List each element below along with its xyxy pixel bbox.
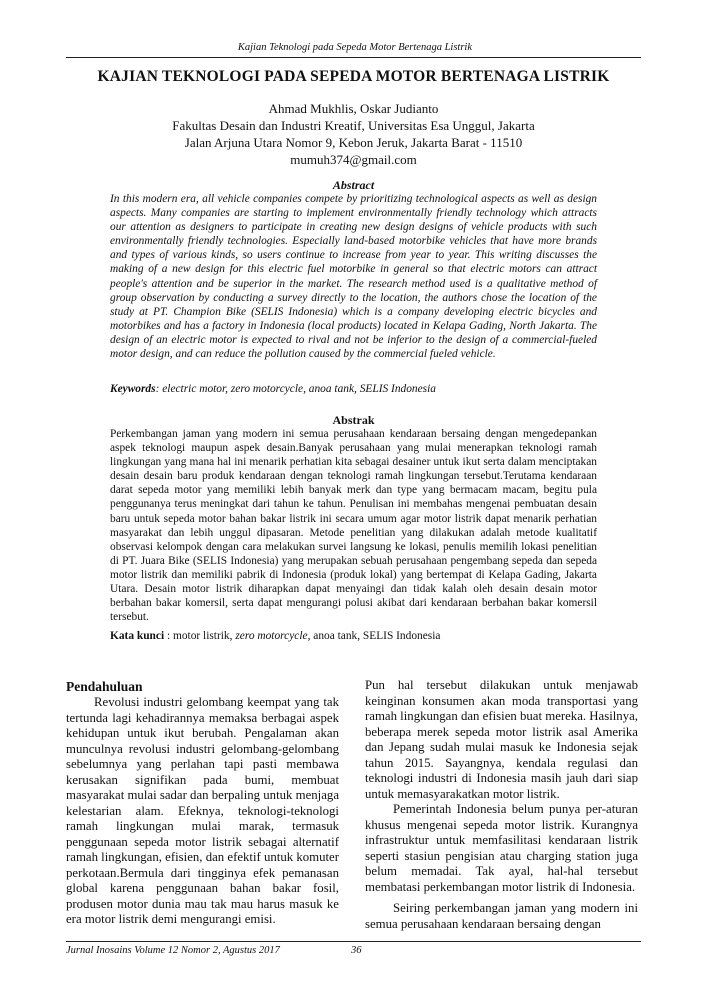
journal-info: Jurnal Inosains Volume 12 Nomor 2, Agustus 2017 (66, 945, 280, 956)
body-column-right (365, 678, 638, 932)
keywords-id-part-2: zero motorcycle (235, 630, 308, 642)
author-affiliation: Fakultas Desain dan Industri Kreatif, Universitas Esa Unggul, Jakarta (172, 118, 535, 133)
keywords-en-label: Keywords (110, 383, 156, 395)
author-names: Ahmad Mukhlis, Oskar Judianto (268, 101, 439, 116)
page-footer (66, 945, 641, 956)
header-rule (66, 57, 641, 58)
keywords-en (110, 383, 597, 395)
author-email: mumuh374@gmail.com (290, 152, 417, 167)
abstract-id-heading: Abstrak (332, 413, 375, 427)
page-number: 36 (351, 945, 362, 956)
keywords-id-part-1: : motor listrik, (164, 630, 236, 642)
body-paragraph: Revolusi industri gelombang keempat yang tak tertunda lagi kehadirannya memaksa berbagai aspek kehidupan untuk ikut berubah. Pengalaman akan munculnya revolusi industri gelombang-gelombang sebelumnya yang perlahan tapi pasti membawa kerusakan signifikan pada bumi, membuat masyarakat mulai sadar dan berpaling untuk menjaga kelestarian alam. Efeknya, teknologi-teknologi ramah lingkungan mulai marak, termasuk penggunaan sepeda motor listrik sebagai alternatif ramah lingkungan, efisien, dan efektif untuk komuter perkotaan.Bermula dari tingginya efek pemanasan global karena penggunaan bahan bakar fosil, produsen motor dunia mau tak mau harus masuk ke era motor listrik demi mengurangi emisi. (66, 695, 339, 926)
author-address: Jalan Arjuna Utara Nomor 9, Kebon Jeruk, Jakarta Barat - 11510 (184, 135, 523, 150)
footer-rule (66, 941, 641, 942)
body-paragraph: Pemerintah Indonesia belum punya per-aturan khusus mengenai sepeda motor listrik. Kurangnya infrastruktur untuk memfasilitasi kendaraan listrik seperti stasiun pengisian atau charging station juga belum memadai. Tak ayal, hal-hal tersebut membatasi perkembangan motor listrik di Indonesia. (365, 802, 638, 894)
abstract-id-text: Perkembangan jaman yang modern ini semua perusahaan kendaraan bersaing dengan mengedepankan aspek teknologi maupun aspek desain.Banyak perusahaan yang mulai menerapkan teknologi ramah lingkungan yang mana hal ini menarik perhatian kita sebagai desainer untuk ikut serta dalam menciptakan desain desain baru produk kendaraan dengan teknologi ramah lingkungan tersebut.Terutama kendaraan darat sepeda motor yang memiliki lebih banyak merk dan type yang bermacam macam, begitu pula penggunanya terus meningkat dari tahun ke tahun. Penulisan ini membahas mengenai pembuatan desain baru untuk sepeda motor bahan bakar listrik ini secara umum agar motor listrik dapat menarik perhatian masyarakat dan lebih unggul dipasaran. Metode penelitian yang dilakukan adalah metode kualitatif observasi kelompok dengan cara melakukan survei langsung ke lokasi, penulis memilih lokasi penelitian di PT. Juara Bike (SELIS Indonesia) yang merupakan sebuah perusahaan pengembang sepeda dan sepeda motor listrik dan memiliki pabrik di Indonesia (produk lokal) yang bertempat di Kelapa Gading, Jakarta Utara. Desain motor listrik diharapkan dapat menyaingi dan tidak kalah oleh desain desain motor berbahan bakar komersil, serta dapat mengurangi polusi akibat dari kendaraan berbahan bakar komersil tersebut. (110, 428, 597, 624)
keywords-en-list: : electric motor, zero motorcycle, anoa tank, SELIS Indonesia (155, 383, 436, 395)
keywords-id-part-3: , anoa tank, SELIS Indonesia (307, 630, 441, 642)
author-block (66, 100, 641, 168)
body-paragraph: Pun hal tersebut dilakukan untuk menjawab keinginan konsumen akan moda transportasi yang ramah lingkungan dan efisien buat mereka. Hasilnya, beberapa merek sepeda motor listrik asal Amerika dan Jepang sudah mulai masuk ke Indonesia sejak tahun 2015. Sayangnya, kendala regulasi dan teknologi industri di Indonesia masih jauh dari siap untuk memasyarakatkan motor listrik. (365, 678, 638, 801)
body-paragraph: Seiring perkembangan jaman yang modern ini semua perusahaan kendaraan bersaing dengan (365, 901, 638, 931)
section-title: Pendahuluan (66, 679, 143, 694)
body-column-left (66, 678, 339, 928)
paper-title: KAJIAN TEKNOLOGI PADA SEPEDA MOTOR BERTENAGA LISTRIK (97, 68, 610, 85)
abstract-en-text: In this modern era, all vehicle companies compete by prioritizing technological aspects as well as design aspects. Many companies are starting to implement environmentally friendly technology which attracts our attention as designers to participate in creating new design designs of vehicle products with such environmentally friendly technologies. Especially land-based motorbike vehicles that have more brands and types of various kinds, so users continue to increase from year to year. This writing discusses the making of a new design for this electric fuel motorbike in general so that electric motors can attract people's attention and be superior in the market. The research method used is a qualitative method of group observation by conducting a survey directly to the location, the authors chose the location of the study at PT. Champion Bike (SELIS Indonesia) which is a company developing electric bicycles and motorbikes and has a factory in Indonesia (local products) located in Kelapa Gading, North Jakarta. The design of an electric motor is expected to rival and not be inferior to the design of a commercial-fueled motor design, and can reduce the pollution caused by the commercial fueled vehicle. (110, 193, 597, 361)
keywords-id (110, 630, 597, 642)
keywords-id-label: Kata kunci (110, 630, 165, 642)
abstract-en-heading: Abstract (332, 178, 375, 192)
running-head: Kajian Teknologi pada Sepeda Motor Bertenaga Listrik (237, 42, 472, 53)
